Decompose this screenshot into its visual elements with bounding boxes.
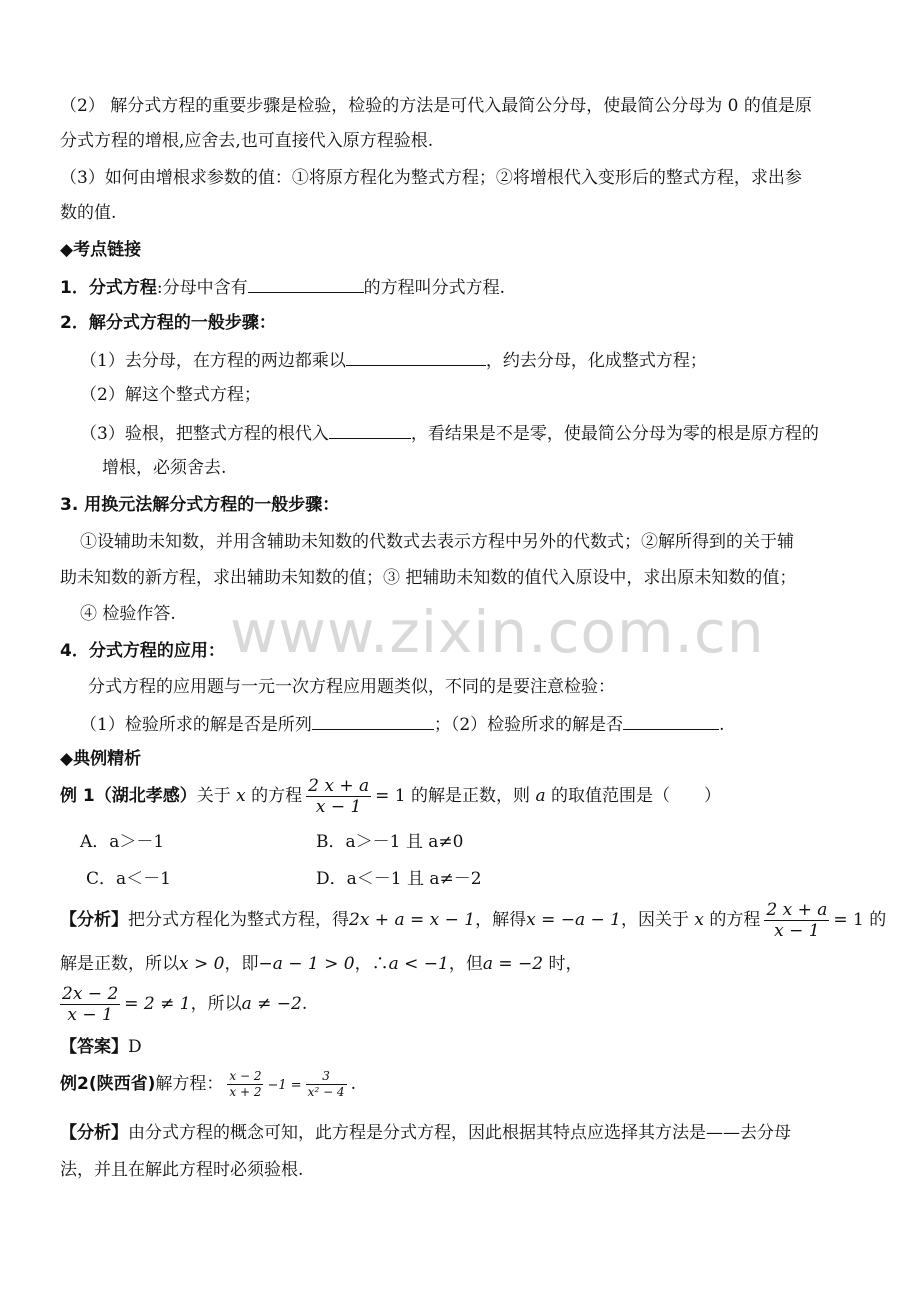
- item4-line2: （1）检验所求的解是否是所列 ；（2）检验所求的解是否 .: [80, 711, 725, 737]
- example2-question: 例2(陕西省)解方程： $\frac{x - 2}{x + 2}$ −1 = $\frac{3}{\text{x² − 4}}$ .: [60, 1069, 356, 1099]
- item1-head: 1．分式方程: [60, 278, 157, 298]
- para3-line2: 数的值.: [60, 203, 117, 223]
- example2-fraction2: $\frac{3}{\text{x² − 4}}$: [307, 1069, 345, 1099]
- item3-head: 3. 用换元法解分式方程的一般步骤：: [60, 495, 340, 515]
- option-d: D．a＜－1 且 a≠－2: [316, 869, 482, 889]
- item4-blank1: [312, 711, 434, 730]
- para2-line1: （2） 解分式方程的重要步骤是检验，检验的方法是可代入最简公分母，使最简公分母为 0 的值是原: [60, 96, 812, 116]
- option-c: C．a＜－1: [86, 869, 171, 889]
- example2-fraction1: $\frac{x - 2}{x + 2}$: [229, 1069, 262, 1099]
- analysis1-line3: $\frac{2x - 2}{x - 1}$ = 2 ≠ 1，所以a ≠ −2.: [62, 984, 308, 1025]
- item2-blank1: [346, 347, 486, 366]
- item3-line2: 助未知数的新方程，求出辅助未知数的值；③ 把辅助未知数的值代入原设中，求出原未知数的值；: [60, 568, 797, 588]
- analysis1-line2: 解是正数，所以x > 0，即−a − 1 > 0，∴a < −1，但a = −2 时，: [60, 954, 583, 974]
- section-heading-examples: ◆典例精析: [60, 749, 142, 769]
- section-heading-links: ◆考点链接: [60, 240, 142, 260]
- item4-head: 4．分式方程的应用：: [60, 641, 225, 661]
- analysis2-line1: 【分析】由分式方程的概念可知，此方程是分式方程，因此根据其特点应选择其方法是——去分母: [60, 1123, 791, 1143]
- item1-blank: [248, 274, 364, 293]
- watermark: www.zixin.com.cn: [230, 598, 765, 666]
- option-a: A．a＞－1: [80, 832, 165, 852]
- item3-line1: ①设辅助未知数，并用含辅助未知数的代数式去表示方程中另外的代数式；②解所得到的关于辅: [80, 532, 794, 552]
- analysis1-fraction2: $\frac{2x - 2}{x - 1}$: [62, 984, 119, 1025]
- item2-head: 2．解分式方程的一般步骤：: [60, 313, 276, 333]
- item2-step3-cont: 增根，必须舍去.: [102, 458, 227, 478]
- answer1: 【答案】D: [60, 1037, 142, 1057]
- item2-blank2: [329, 420, 411, 439]
- item2-step1: （1）去分母，在方程的两边都乘以 ，约去分母，化成整式方程；: [80, 347, 707, 373]
- item2-step3: （3）验根，把整式方程的根代入 ，看结果是不是零，使最简公分母为零的根是原方程的: [80, 420, 819, 446]
- para2-line2: 分式方程的增根,应舍去,也可直接代入原方程验根.: [60, 131, 434, 151]
- analysis1-line1: 【分析】把分式方程化为整式方程，得2x + a = x − 1，解得x = −a − 1，因关于 x 的方程 $\frac{2 x + a}{x - 1}$ = 1 的: [60, 900, 887, 941]
- option-b: B．a＞－1 且 a≠0: [316, 832, 464, 852]
- item4-blank2: [623, 711, 719, 730]
- item4-line1: 分式方程的应用题与一元一次方程应用题类似，不同的是要注意检验：: [88, 677, 615, 697]
- example1-fraction: $\frac{2 x + a}{x - 1}$: [308, 776, 370, 817]
- item3-line3: ④ 检验作答.: [80, 604, 176, 624]
- para3-line1: （3）如何由增根求参数的值：①将原方程化为整式方程；②将增根代入变形后的整式方程，求出参: [60, 168, 802, 188]
- analysis1-fraction1: $\frac{2 x + a}{x - 1}$: [766, 900, 828, 941]
- example1-question: 例 1（湖北孝感）关于 x 的方程 $\frac{2 x + a}{x - 1}$ = 1 的解是正数，则 a 的取值范围是（ ）: [60, 776, 721, 817]
- item1: 1．分式方程:分母中含有 的方程叫分式方程.: [60, 274, 505, 300]
- item2-step2: （2）解这个整式方程；: [80, 385, 261, 405]
- analysis2-line2: 法，并且在解此方程时必须验根.: [60, 1160, 304, 1180]
